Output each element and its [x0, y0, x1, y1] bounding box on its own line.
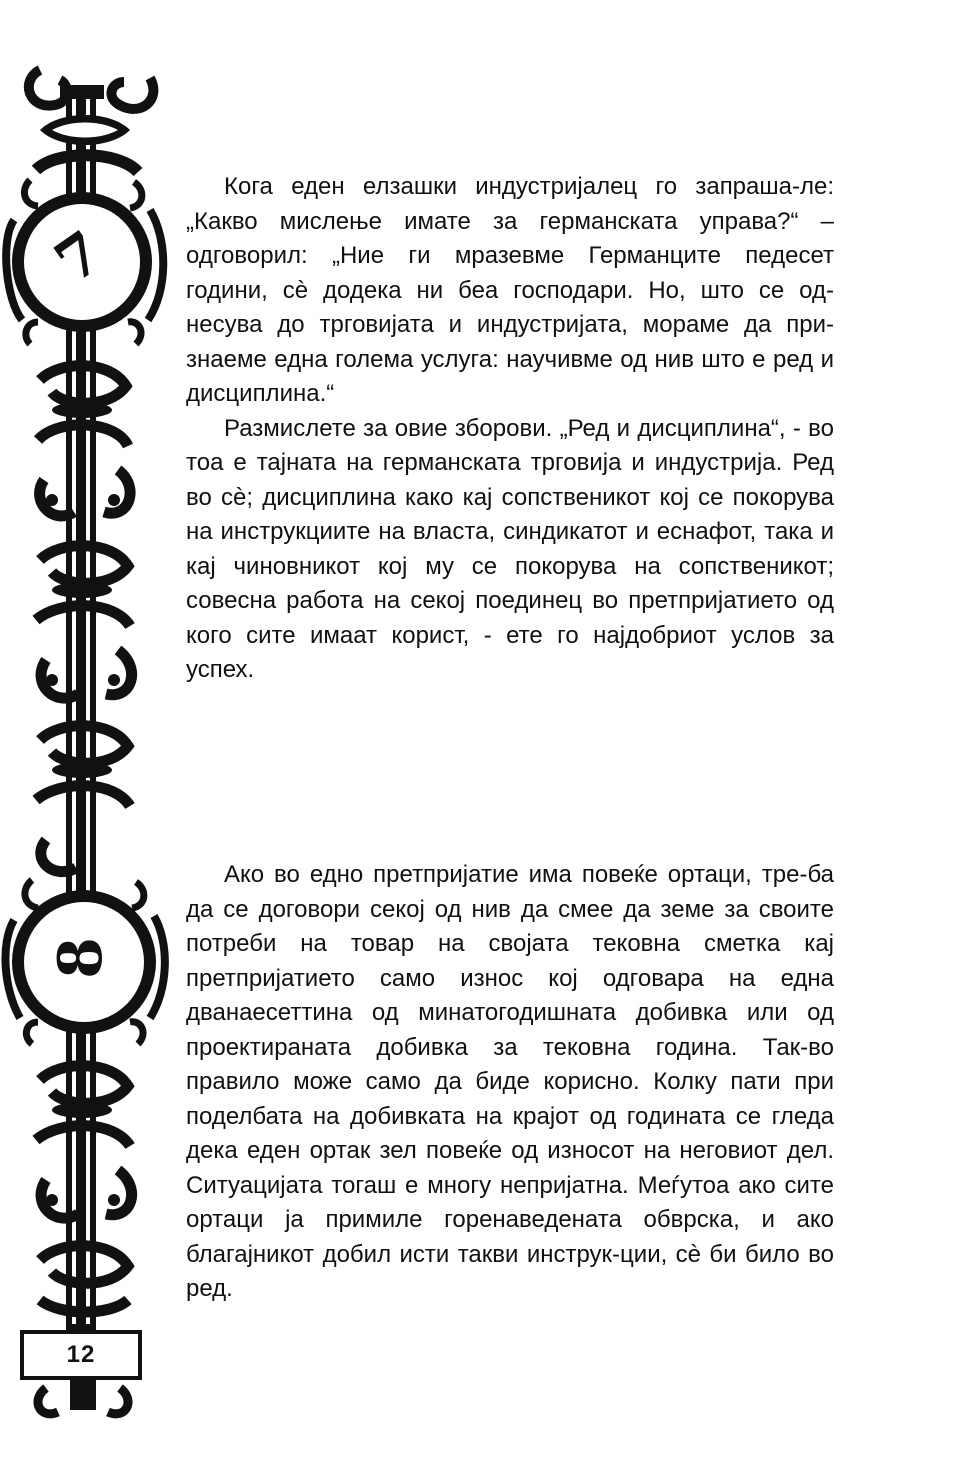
section-number-medallion-8: 8 [46, 937, 116, 979]
section-8-paragraph-1: Ако во едно претпријатие има повеќе ортаци, тре-ба да се договори секој од нив да смее да земе за своите потреби на товар на својата тековна сметка кај претпријатието само износ кој одговара на една дванаесеттина од минатогодишната добивка или од проектираната добивка за тековна година. Так-во правило може само да биде корисно. Колку пати при поделбата на добивката на крајот од годината се гледа дека еден ортак зел повеќе од износот на неговиот дел. Ситуацијата тогаш е многу непријатна. Меѓутоа ако сите ортаци ја примиле горенаведената обврска, и ако благајникот добил исти такви инструк-ции, сè би било во ред. [186, 861, 834, 1302]
page-number: 12 [66, 1341, 96, 1368]
section-7 [186, 170, 834, 688]
section-7-paragraph-2: Размислете за овие зборови. „Ред и дисциплина“, - во тоа е тајната на германската трговија и индустрија. Ред во сè; дисциплина како кај сопственикот кој се покорува на инструкциите на власта, синдикатот и еснафот, така и кај чиновникот кој му се покорува на сопственикот; совесна работа на секој поединец во претпријатието од кого сите имаат корист, - ете го најдобриот услов за успех. [186, 414, 834, 683]
section-number-medallion-7: 7 [42, 217, 116, 297]
page-number-box [20, 1330, 142, 1380]
ornamental-border [0, 0, 180, 1482]
section-8 [186, 858, 834, 1307]
section-7-paragraph-1: Кога еден елзашки индустријалец го запраша-ле: „Какво мислење имате за германската управа?“ – одговорил: „Ние ги мразевме Германците педесет години, сè додека ни беа господари. Но, што се од-несува до трговијата и индустријата, мораме да при-знаеме една голема услуга: научивме од нив што е ред и дисциплина.“ [186, 173, 834, 407]
